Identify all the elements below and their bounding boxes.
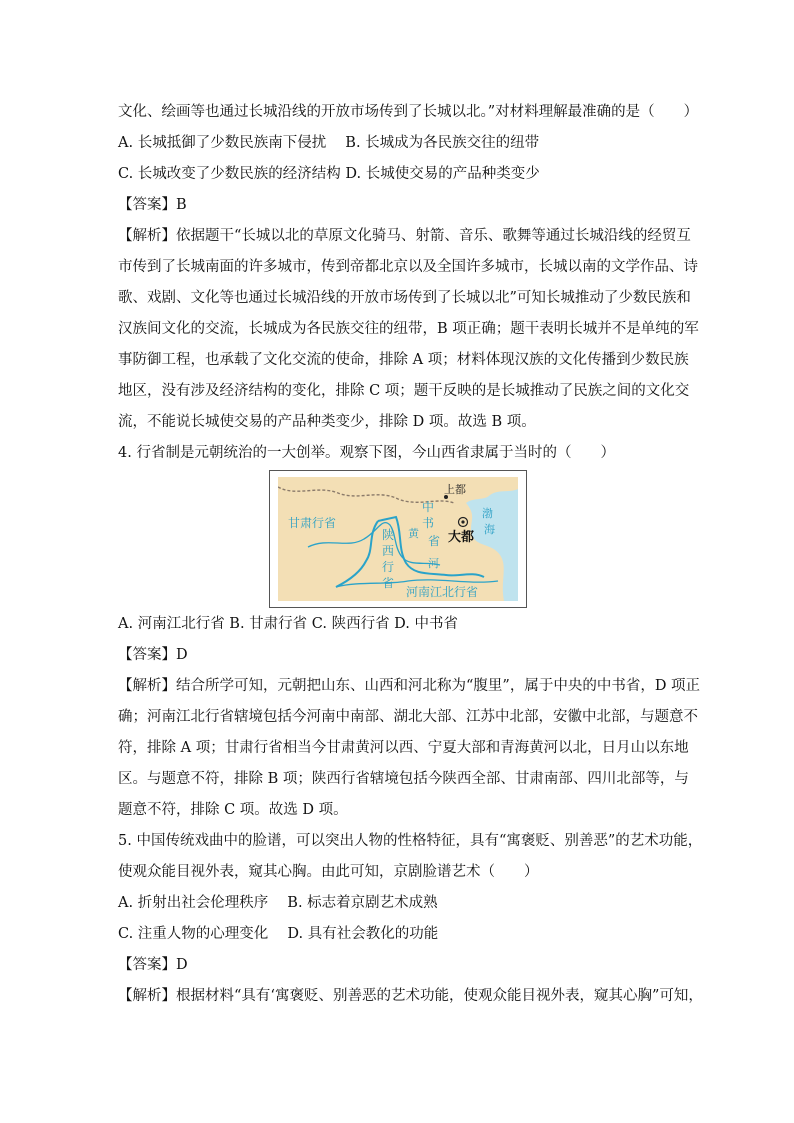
label-henan: 河南江北行省 [406, 585, 479, 599]
analysis-line: 地区，没有涉及经济结构的变化，排除 C 项；题干反映的是长城推动了民族之间的文化交 [118, 383, 690, 399]
text-line: 文化、绘画等也通过长城沿线的开放市场传到了长城以北。”对材料理解最准确的是（ ） [118, 104, 699, 120]
analysis-line: 歌、戏剧、文化等也通过长城沿线的开放市场传到了长城以北”可知长城推动了少数民族和 [118, 290, 691, 306]
analysis-line: 确；河南江北行省辖境包括今河南中南部、湖北大部、江苏中北部，安徽中北部，与题意不 [118, 709, 698, 725]
analysis-line: 汉族间文化的交流，长城成为各民族交往的纽带，B 项正确；题干表明长城并不是单纯的军 [118, 321, 699, 337]
option-line: C. 注重人物的心理变化 D. 具有社会教化的功能 [118, 926, 439, 942]
answer-line: 【答案】B [118, 197, 187, 213]
analysis-line: 【解析】依据题干“长城以北的草原文化骑马、射箭、音乐、歌舞等通过长城沿线的经贸互 [118, 228, 691, 244]
yuan-province-map [269, 470, 527, 608]
analysis-line: 事防御工程，也承载了文化交流的使命，排除 A 项；材料体现汉族的文化传播到少数民族 [118, 352, 689, 368]
label-bohai-1: 渤 [482, 507, 493, 520]
map-image [278, 477, 518, 601]
label-gansu: 甘肃行省 [288, 516, 337, 530]
option-line: A. 河南江北行省 B. 甘肃行省 C. 陕西行省 D. 中书省 [118, 616, 459, 632]
label-bohai-2: 海 [484, 523, 495, 536]
analysis-line: 题意不符，排除 C 项。故选 D 项。 [118, 802, 348, 818]
analysis-line: 【解析】根据材料“具有‘寓褒贬、别善恶的艺术功能，使观众能目视外表，窥其心胸”可知， [118, 988, 703, 1004]
label-huanghe-1: 黄 [408, 527, 419, 540]
analysis-line: 【解析】结合所学可知，元朝把山东、山西和河北称为“腹里”，属于中央的中书省，D 项正 [118, 678, 701, 694]
label-shangdu: 上都 [444, 483, 466, 496]
question-4: 4. 行省制是元朝统治的一大创举。观察下图，今山西省隶属于当时的（ ） [118, 445, 615, 461]
option-line: C. 长城改变了少数民族的经济结构 D. 长城使交易的产品种类变少 [118, 166, 540, 182]
label-shaanxi-4: 省 [382, 576, 395, 590]
analysis-line: 符，排除 A 项；甘肃行省相当今甘肃黄河以西、宁夏大部和青海黄河以北，日月山以东地 [118, 740, 689, 756]
label-zhongshu-2: 书 [422, 516, 435, 530]
analysis-line: 流，不能说长城使交易的产品种类变少，排除 D 项。故选 B 项。 [118, 414, 536, 430]
question-5: 5. 中国传统戏曲中的脸谱，可以突出人物的性格特征，具有“寓褒贬、别善恶”的艺术功能， [118, 833, 703, 849]
analysis-line: 区。与题意不符，排除 B 项；陕西行省辖境包括今陕西全部、甘肃南部、四川北部等，与 [118, 771, 689, 787]
label-zhongshu-1: 中 [422, 500, 435, 514]
answer-line: 【答案】D [118, 647, 188, 663]
option-line: A. 折射出社会伦理秩序 B. 标志着京剧艺术成熟 [118, 895, 438, 911]
label-shaanxi-2: 西 [382, 544, 395, 558]
label-dadu: 大都 [448, 530, 475, 545]
option-line: A. 长城抵御了少数民族南下侵扰 B. 长城成为各民族交往的纽带 [118, 135, 540, 151]
answer-line: 【答案】D [118, 957, 188, 973]
question-5-cont: 使观众能目视外表，窥其心胸。由此可知，京剧脸谱艺术（ ） [118, 864, 539, 880]
label-zhongshu-3: 省 [428, 534, 441, 548]
label-shaanxi-3: 行 [382, 560, 395, 574]
label-huanghe-2: 河 [428, 557, 439, 570]
label-shaanxi-1: 陕 [382, 528, 395, 542]
analysis-line: 市传到了长城南面的许多城市，传到帝都北京以及全国许多城市，长城以南的文学作品、诗 [118, 259, 698, 275]
gansu-shaanxi-boundary [336, 521, 378, 587]
